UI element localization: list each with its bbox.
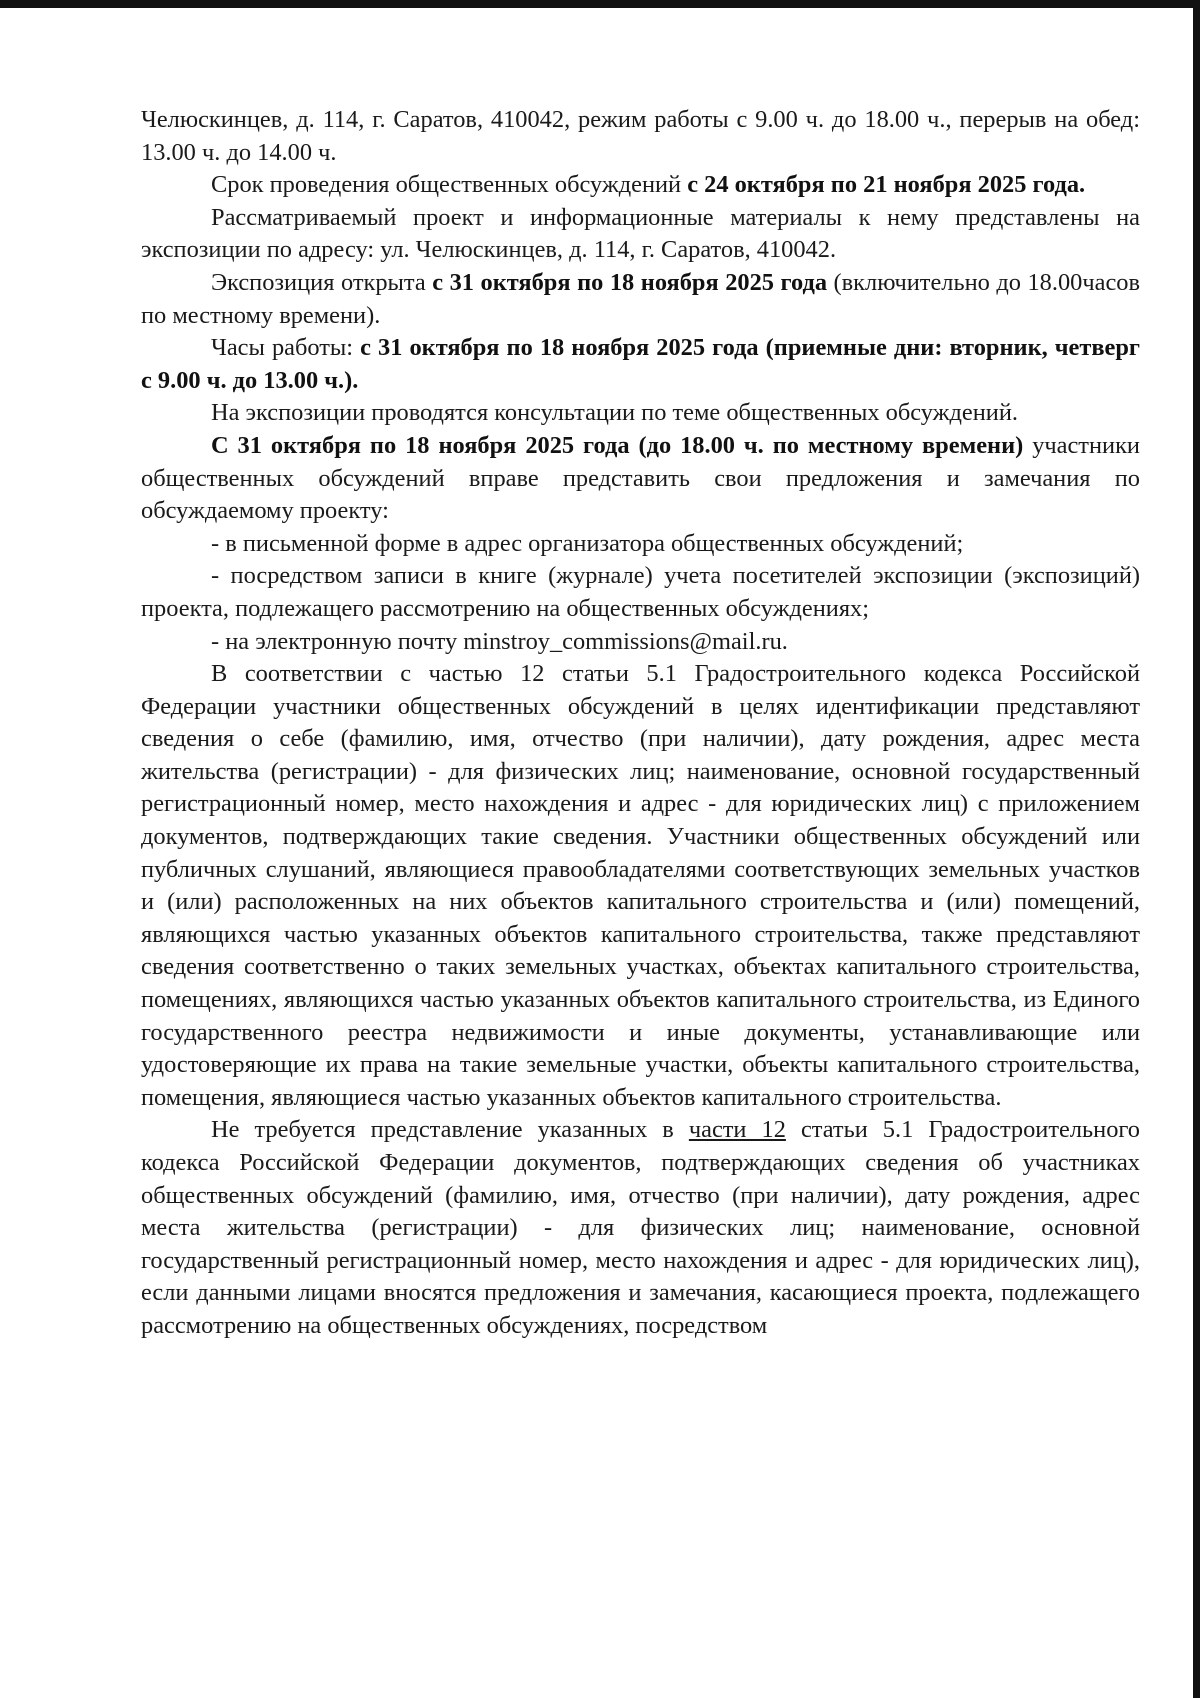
email-address: minstroy_commissions@mail.ru (463, 627, 782, 655)
scan-right-edge (1193, 0, 1200, 1698)
paragraph-consultations: На экспозиции проводятся консультации по теме общественных обсуждений. (211, 399, 1018, 427)
paragraph-working-hours: Часы работы: с 31 октября по 18 ноября 2025 года (приемные дни: вторник, четверг с 9.00 ч. до 13.00 ч.). (141, 334, 1140, 394)
paragraph-identification: В соответствии с частью 12 статьи 5.1 Градостроительного кодекса Российской Федерации участники общественных обсуждений в целях идентификации представляют сведения о себе (фамилию, имя, отчество (при наличии), дату рождения, адрес места жительства (регистрации) - для физических лиц; наименование, основной государственный регистрационный номер, место нахождения и адрес - для юридических лиц) с приложением документов, подтверждающих такие сведения. Участники общественных обсуждений или публичных слушаний, являющиеся правообладателями соответствующих земельных участков и (или) расположенных на них объектов капитального строительства и (или) помещений, являющихся частью указанных объектов капитального строительства, также представляют сведения соответственно о таких земельных участках, объектах капитального строительства, помещениях, являющихся частью указанных объектов капитального строительства, из Единого государственного реестра недвижимости и иные документы, устанавливающие или удостоверяющие их права на такие земельные участки, объекты капитального строительства, помещения, являющиеся частью указанных объектов капитального строительства. (141, 660, 1140, 1111)
paragraph-address-hours: Челюскинцев, д. 114, г. Саратов, 410042, режим работы с 9.00 ч. до 18.00 ч., перерыв на обед: 13.00 ч. до 14.00 ч. (141, 106, 1140, 166)
list-item-email: - на электронную почту minstroy_commissions@mail.ru. (211, 627, 788, 655)
list-item-visitor-book: - посредством записи в книге (журнале) учета посетителей экспозиции (экспозиций) проекта, подлежащего рассмотрению на общественных обсуждениях; (141, 562, 1140, 622)
law-reference-link[interactable]: части 12 (688, 1116, 786, 1144)
document-body (141, 104, 1140, 1343)
list-item-written-form: - в письменной форме в адрес организатора общественных обсуждений; (211, 529, 964, 557)
paragraph-discussion-period: Срок проведения общественных обсуждений с 24 октября по 21 ноября 2025 года. (211, 171, 1086, 199)
paragraph-submission-period: С 31 октября по 18 ноября 2025 года (до 18.00 ч. по местному времени) участники общественных обсуждений вправе представить свои предложения и замечания по обсуждаемому проекту: (141, 431, 1140, 525)
scan-top-edge (0, 0, 1200, 8)
paragraph-exposition-address: Рассматриваемый проект и информационные материалы к нему представлены на экспозиции по адресу: ул. Челюскинцев, д. 114, г. Саратов, 410042. (141, 203, 1140, 264)
paragraph-documents-not-required: Не требуется представление указанных в части 12 статьи 5.1 Градостроительного кодекса Российской Федерации документов, подтверждающих сведения об участниках общественных обсуждений (фамилию, имя, отчество (при наличии), дату рождения, адрес места жительства (регистрации) - для физических лиц; наименование, основной государственный регистрационный номер, место нахождения и адрес - для юридических лиц), если данными лицами вносятся предложения и замечания, касающиеся проекта, подлежащего рассмотрению на общественных обсуждениях, посредством (141, 1116, 1140, 1339)
paragraph-exposition-open: Экспозиция открыта с 31 октября по 18 ноября 2025 года (включительно до 18.00часов по местному времени). (141, 268, 1140, 329)
